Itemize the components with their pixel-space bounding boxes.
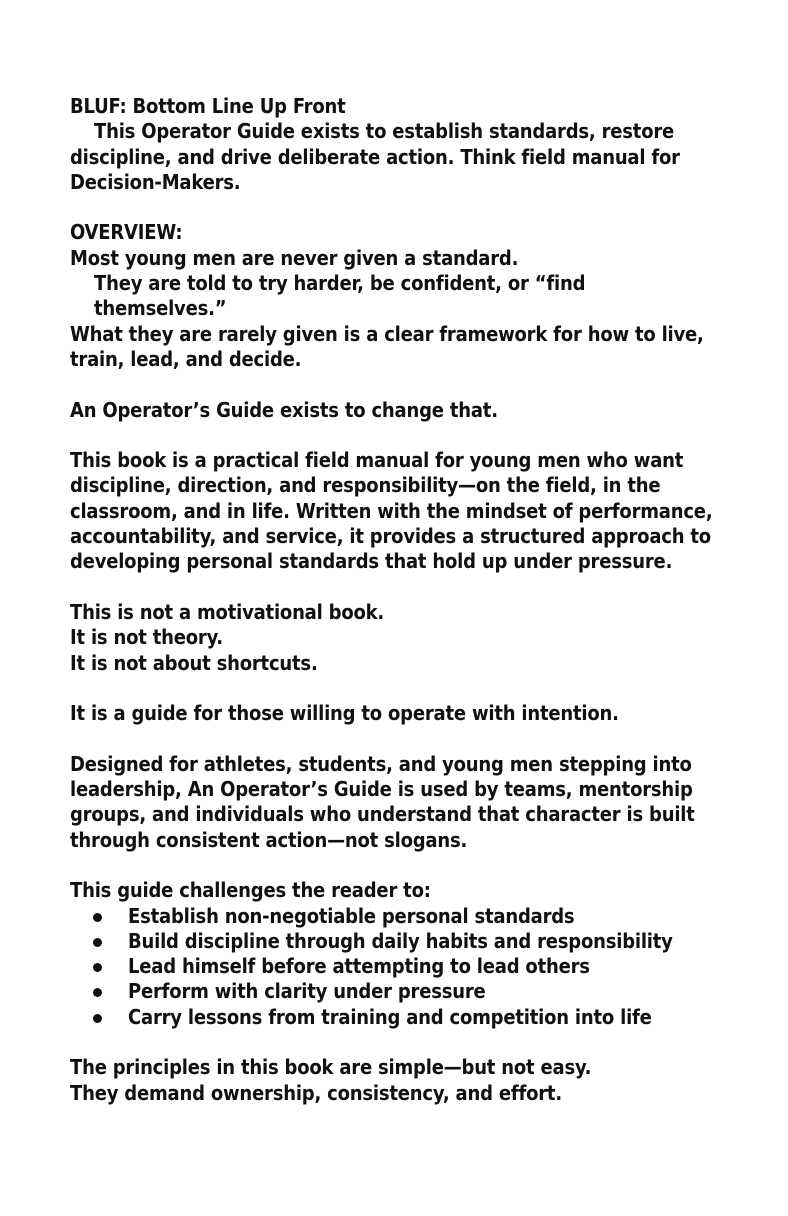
list-item-text: Build discipline through daily habits and responsibility [128, 928, 673, 953]
designed-paragraph-line: leadership, An Operator’s Guide is used by teams, mentorship [70, 777, 693, 802]
bluf-text-line: This Operator Guide exists to establish standards, restore [94, 119, 675, 144]
bullet-icon [93, 1014, 102, 1023]
paragraph-gap [70, 853, 720, 878]
overview-text-line: What they are rarely given is a clear framework for how to live, [70, 321, 704, 346]
list-item [70, 904, 720, 929]
not-statement-line: This is not a motivational book. [70, 599, 385, 624]
paragraph-gap [70, 1030, 720, 1055]
overview-heading: OVERVIEW: [70, 220, 183, 245]
paragraph-gap [70, 726, 720, 751]
list-item-text: Carry lessons from training and competition into life [128, 1004, 652, 1029]
paragraph-gap [70, 676, 720, 701]
overview-text-line: Most young men are never given a standard. [70, 245, 519, 270]
manual-paragraph-line: accountability, and service, it provides a structured approach to [70, 524, 711, 549]
bluf-text-line: Decision-Makers. [70, 169, 241, 194]
guide-statement: It is a guide for those willing to operate with intention. [70, 701, 619, 726]
list-item [70, 954, 720, 979]
paragraph-gap [70, 372, 720, 397]
list-item-text: Perform with clarity under pressure [128, 979, 486, 1004]
overview-text-line: train, lead, and decide. [70, 346, 302, 371]
overview-text-line: They are told to try harder, be confident, or “find themselves.” [94, 271, 592, 321]
manual-paragraph-line: developing personal standards that hold up under pressure. [70, 549, 673, 574]
manual-paragraph-line: discipline, direction, and responsibility—on the field, in the [70, 473, 661, 498]
not-statement-line: It is not theory. [70, 625, 223, 650]
challenges-intro: This guide challenges the reader to: [70, 878, 431, 903]
list-item [70, 1005, 720, 1030]
paragraph-gap [70, 423, 720, 448]
manual-paragraph-line: This book is a practical field manual for young men who want [70, 448, 684, 473]
designed-paragraph-line: groups, and individuals who understand that character is built [70, 802, 695, 827]
not-statement-line: It is not about shortcuts. [70, 650, 318, 675]
paragraph-gap [70, 195, 720, 220]
list-item [70, 979, 720, 1004]
paragraph-gap [70, 575, 720, 600]
bluf-text-line: discipline, and drive deliberate action. Think field manual for [70, 144, 680, 169]
document-page [70, 94, 720, 1106]
list-item-text: Establish non-negotiable personal standards [128, 903, 575, 928]
manual-paragraph-line: classroom, and in life. Written with the mindset of performance, [70, 498, 713, 523]
closing-line: The principles in this book are simple—but not easy. [70, 1055, 592, 1080]
bullet-icon [93, 988, 102, 997]
list-item-text: Lead himself before attempting to lead others [128, 954, 590, 979]
bluf-heading: BLUF: Bottom Line Up Front [70, 94, 346, 118]
bullet-icon [93, 938, 102, 947]
designed-paragraph-line: through consistent action—not slogans. [70, 827, 468, 852]
list-item [70, 929, 720, 954]
closing-line: They demand ownership, consistency, and effort. [70, 1080, 562, 1105]
bullet-icon [93, 963, 102, 972]
bullet-icon [93, 913, 102, 922]
challenges-list [70, 904, 720, 1030]
designed-paragraph-line: Designed for athletes, students, and young men stepping into [70, 751, 692, 776]
change-paragraph: An Operator’s Guide exists to change that. [70, 397, 498, 422]
